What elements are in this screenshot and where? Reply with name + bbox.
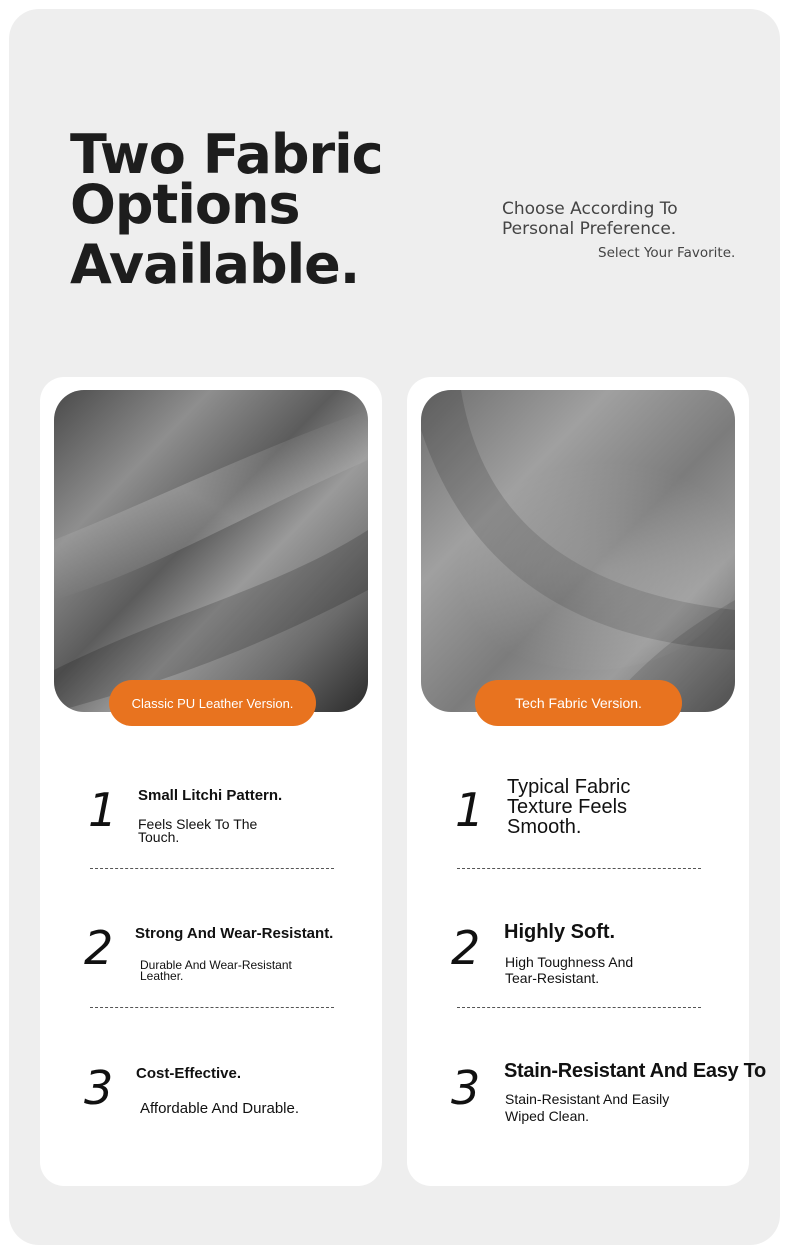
- divider: [457, 1007, 701, 1008]
- feature-desc: Affordable And Durable.: [140, 1100, 300, 1117]
- page-title: [70, 123, 383, 296]
- tech-fabric-label: Tech Fabric Version.: [475, 680, 682, 726]
- feature-desc: Feels Sleek To The Touch.: [138, 816, 258, 845]
- feature-number: 3: [84, 1061, 114, 1115]
- feature-number: 1: [455, 783, 485, 837]
- card-pu-leather[interactable]: [40, 377, 382, 1186]
- feature-desc: Durable And Wear-Resistant Leather.: [140, 958, 292, 983]
- pu-leather-label: Classic PU Leather Version.: [109, 680, 316, 726]
- feature-number: 3: [451, 1061, 481, 1115]
- feature-title: Small Litchi Pattern.: [138, 787, 283, 804]
- tech-fabric-image: [421, 390, 735, 712]
- title-line-3: Available.: [70, 233, 360, 296]
- feature-title: Stain-Resistant And Easy To: [504, 1060, 766, 1082]
- feature-desc: High Toughness And Tear-Resistant.: [505, 954, 634, 986]
- title-line-1: Two Fabric: [70, 123, 383, 186]
- divider: [457, 868, 701, 869]
- feature-title: Cost-Effective.: [136, 1065, 242, 1082]
- feature-title: Highly Soft.: [504, 921, 616, 943]
- card-tech-fabric[interactable]: [407, 377, 766, 1186]
- divider: [90, 868, 334, 869]
- feature-title: Strong And Wear-Resistant.: [135, 925, 334, 942]
- title-line-2: Options: [70, 173, 300, 236]
- feature-number: 2: [451, 921, 481, 975]
- divider: [90, 1007, 334, 1008]
- subtitle-small: Select Your Favorite.: [598, 245, 736, 261]
- feature-desc: Stain-Resistant And Easily Wiped Clean.: [505, 1091, 670, 1124]
- feature-number: 1: [88, 783, 118, 837]
- feature-number: 2: [84, 921, 114, 975]
- subtitle: Choose According To Personal Preference.: [502, 199, 678, 239]
- pu-leather-image: [54, 390, 368, 712]
- feature-title: Typical Fabric Texture Feels Smooth.: [507, 776, 631, 838]
